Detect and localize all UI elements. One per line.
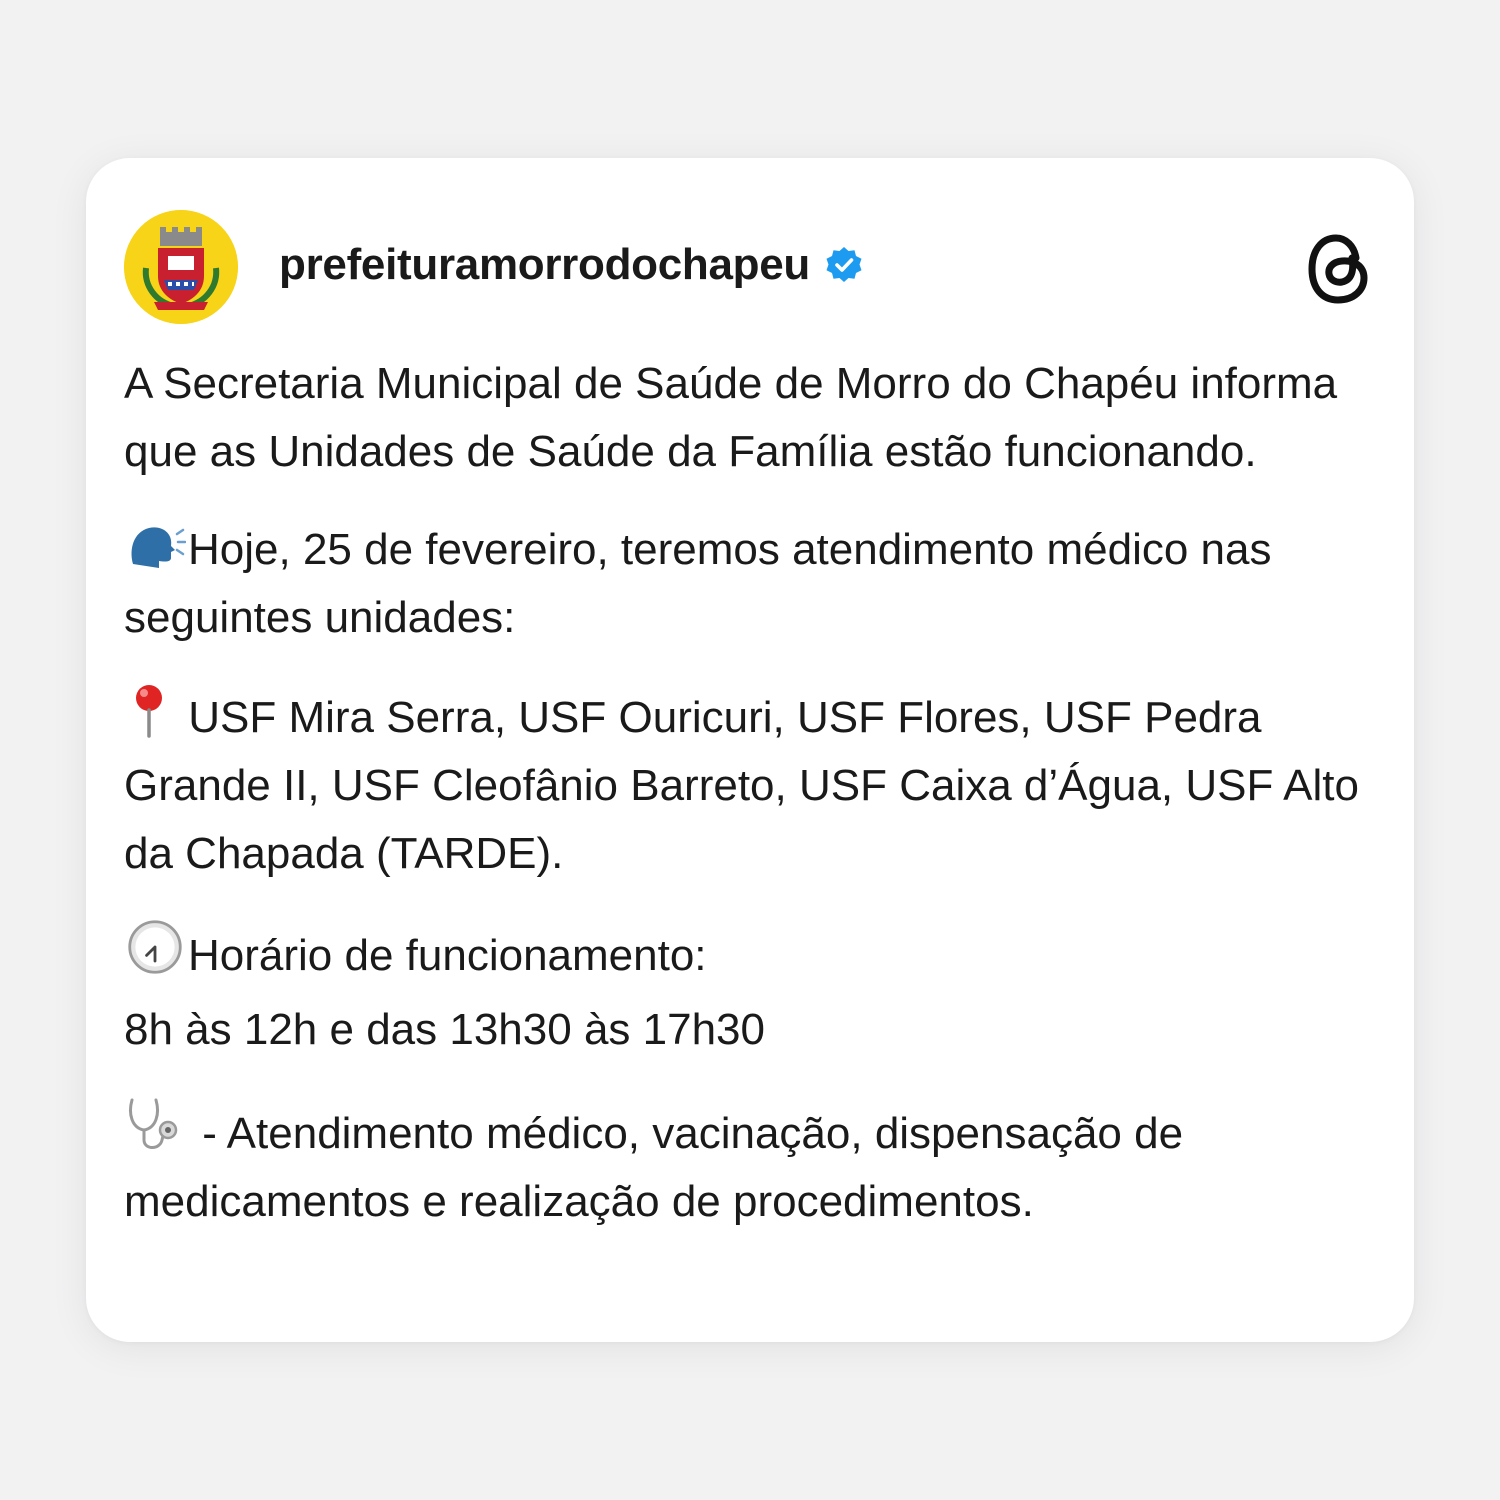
post-paragraph-intro	[124, 350, 1386, 486]
post-header	[279, 240, 864, 290]
post-text: USF Mira Serra, USF Ouricuri, USF Flores, USF Pedra Grande II, USF Cleofânio Barreto, USF Caixa d’Água, USF Alto da Chapada (TARDE).	[124, 693, 1359, 878]
post-text: - Atendimento médico, vacinação, dispensação de medicamentos e realização de procedimentos.	[124, 1109, 1184, 1226]
post-card	[86, 158, 1414, 1342]
stethoscope-emoji-icon	[124, 1094, 188, 1154]
verified-badge-icon	[824, 245, 864, 285]
coat-of-arms-logo	[124, 210, 238, 324]
avatar[interactable]	[124, 210, 238, 324]
post-paragraph-services	[124, 1094, 1386, 1236]
clock-emoji-icon	[124, 918, 186, 976]
post-text-hours: 8h às 12h e das 13h30 às 17h30	[124, 1005, 765, 1054]
post-paragraph-today	[124, 516, 1386, 652]
post-paragraph-units	[124, 682, 1386, 888]
post-paragraph-hours	[124, 918, 1386, 1064]
post-text: Hoje, 25 de fevereiro, teremos atendimento médico nas seguintes unidades:	[124, 525, 1272, 642]
username-link[interactable]: prefeituramorrodochapeu	[279, 240, 810, 289]
post-body	[124, 350, 1386, 1266]
threads-logo-icon[interactable]	[1302, 228, 1374, 310]
round-pushpin-emoji-icon	[124, 682, 174, 738]
post-text: A Secretaria Municipal de Saúde de Morro do Chapéu informa que as Unidades de Saúde da Família estão funcionando.	[124, 359, 1338, 476]
post-text: Horário de funcionamento:	[188, 931, 707, 980]
speaking-head-emoji-icon	[124, 520, 186, 570]
